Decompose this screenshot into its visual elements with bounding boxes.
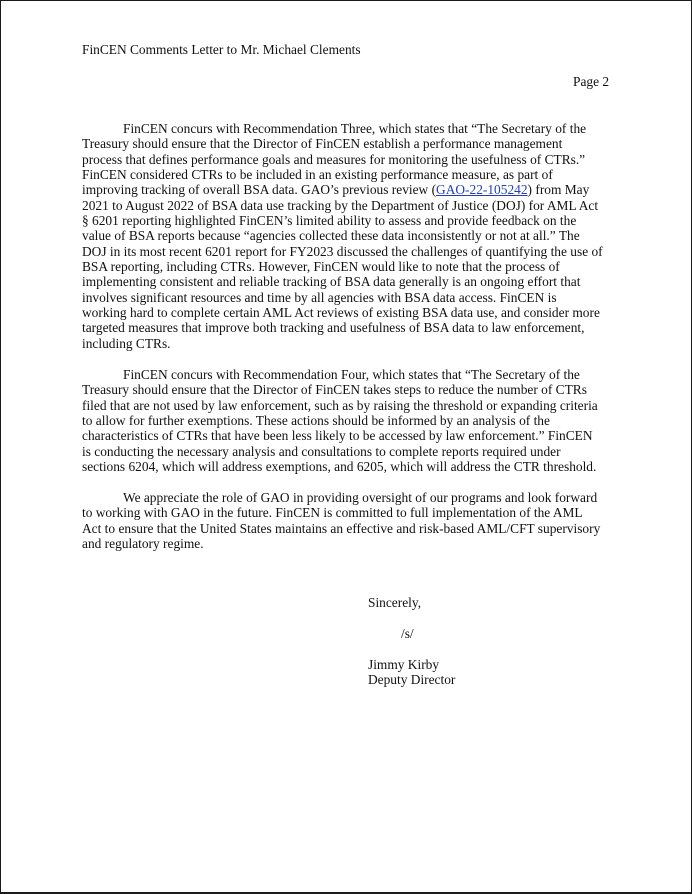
paragraph-line: and regulatory regime. — [82, 536, 204, 552]
paragraph-line: working hard to complete certain AML Act reviews of existing BSA data use, and consider more — [82, 305, 600, 321]
paragraph-line-text: ) from May — [527, 182, 590, 198]
paragraph-line: Act to ensure that the United States maintains an effective and risk-based AML/CFT supervisory — [82, 520, 601, 536]
paragraph-line: is conducting the necessary analysis and consultations to complete reports required under — [82, 443, 561, 459]
paragraph-line-with-link — [82, 182, 622, 197]
paragraph-line: 2021 to August 2022 of BSA data use tracking by the Department of Justice (DOJ) for AML Act — [82, 197, 599, 213]
paragraph-line-text: improving tracking of overall BSA data. GAO’s previous review ( — [82, 182, 437, 198]
paragraph-line: FinCEN concurs with Recommendation Three, which states that “The Secretary of the — [123, 121, 587, 136]
paragraph-line: process that defines performance goals and measures for monitoring the usefulness of CTRs.” — [82, 151, 586, 167]
gao-report-link[interactable]: GAO-22-105242 — [436, 182, 528, 198]
paragraph-line: FinCEN concurs with Recommendation Four, which states that “The Secretary of the — [123, 367, 580, 382]
paragraph-recommendation-four — [82, 367, 622, 474]
paragraph-line: including CTRs. — [82, 335, 171, 351]
signature-mark: /s/ — [401, 626, 414, 641]
letter-header-title: FinCEN Comments Letter to Mr. Michael Clements — [82, 42, 361, 57]
paragraph-line: to allow for further exemptions. These actions should be informed by an analysis of the — [82, 413, 550, 429]
paragraph-line: § 6201 reporting highlighted FinCEN’s limited ability to assess and provide feedback on the — [82, 213, 577, 229]
paragraph-closing-remarks — [82, 490, 622, 551]
signer-name: Jimmy Kirby — [368, 657, 440, 672]
paragraph-line: targeted measures that improve both tracking and usefulness of BSA data to law enforcement, — [82, 320, 585, 336]
paragraph-recommendation-three — [82, 121, 622, 351]
paragraph-line: involves significant resources and time by all agencies with BSA data access. FinCEN is — [82, 289, 557, 305]
paragraph-line: Treasury should ensure that the Director of FinCEN establish a performance management — [82, 136, 563, 152]
signer-title: Deputy Director — [368, 672, 456, 687]
paragraph-line: characteristics of CTRs that have been less likely to be accessed by law enforcement.” FinCEN — [82, 428, 593, 444]
paragraph-line: BSA reporting, including CTRs. However, FinCEN would like to note that the process of — [82, 259, 560, 275]
paragraph-line: Treasury should ensure that the Director of FinCEN takes steps to reduce the number of CTRs — [82, 382, 587, 398]
paragraph-line: implementing consistent and reliable tracking of BSA data generally is an ongoing effort that — [82, 274, 581, 290]
paragraph-line: to working with GAO in the future. FinCEN is committed to full implementation of the AML — [82, 505, 583, 521]
page-number: Page 2 — [573, 74, 610, 89]
paragraph-line: sections 6204, which will address exemptions, and 6205, which will address the CTR threshold. — [82, 459, 597, 475]
paragraph-line: We appreciate the role of GAO in providing oversight of our programs and look forward — [123, 490, 598, 505]
closing-salutation: Sincerely, — [368, 595, 422, 610]
paragraph-line: DOJ in its most recent 6201 report for FY2023 discussed the challenges of quantifying the use of — [82, 243, 603, 259]
paragraph-line: FinCEN considered CTRs to be included in an existing performance measure, as part of — [82, 167, 553, 183]
paragraph-line: value of BSA reports because “agencies collected these data inconsistently or not at all.” The — [82, 228, 580, 244]
paragraph-line: filed that are not used by law enforcement, such as by raising the threshold or expanding criteria — [82, 397, 598, 413]
